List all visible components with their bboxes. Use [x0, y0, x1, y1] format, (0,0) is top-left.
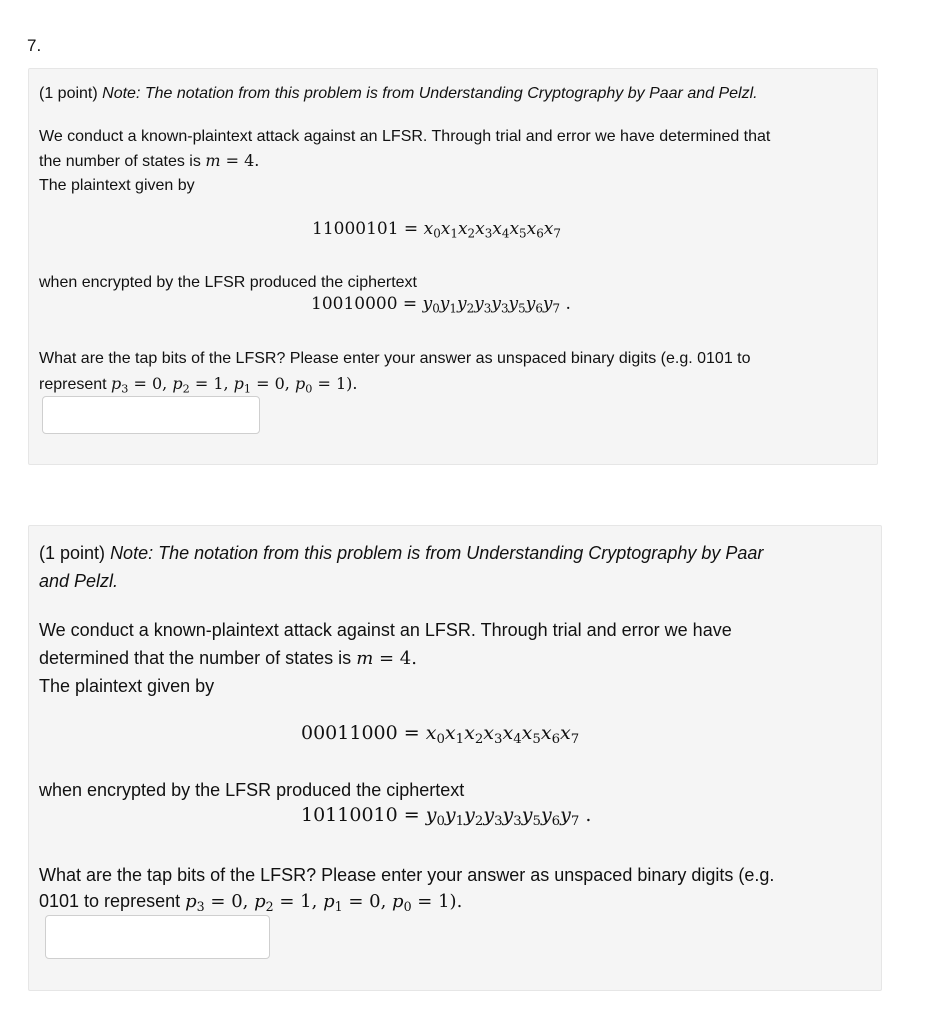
plaintext-bits: 11000101	[312, 219, 399, 239]
plaintext-bits: 00011000	[301, 722, 398, 744]
intro-cont-text: the number of states is	[39, 153, 201, 170]
ciphertext-bits: 10110010	[301, 804, 398, 826]
tap-example: $p_3 = 0$, $p_2 = 1$, $p_1 = 0$, $p_0 = 1$).	[185, 891, 463, 914]
note-text: Note: The notation from this problem is from Understanding Cryptography by Paar	[110, 543, 764, 563]
ciphertext-bits: 10010000	[311, 294, 398, 314]
intro-cont	[39, 645, 417, 672]
tap-example: $p_3 = 0$, $p_2 = 1$, $p_1 = 0$, $p_0 = 1$).	[111, 374, 358, 396]
points-label: (1 point)	[39, 543, 106, 563]
question-text: What are the tap bits of the LFSR? Please enter your answer as unspaced binary digits (e.g. 0101 to	[39, 350, 751, 367]
answer-input[interactable]	[42, 396, 260, 434]
period: .	[254, 151, 260, 170]
period: .	[411, 648, 417, 669]
points-label: (1 point)	[39, 85, 98, 102]
equals-sign: =	[373, 648, 400, 669]
cipher-lead: when encrypted by the LFSR produced the ciphertext	[39, 274, 417, 291]
m-variable: m	[356, 648, 374, 669]
note-line	[39, 82, 758, 105]
note-line	[39, 540, 763, 566]
m-value: 4	[399, 648, 412, 669]
question-cont-text: 0101 to represent	[39, 891, 181, 911]
plaintext-equation: $00011000 = x_0x_1x_2x_3x_4x_5x_6x_7$	[301, 722, 580, 747]
question-cont	[39, 888, 462, 915]
answer-input[interactable]	[45, 915, 270, 959]
question-number: 7.	[27, 36, 42, 55]
equals-sign: =	[220, 151, 245, 170]
question-cont	[39, 372, 357, 396]
ciphertext-equation: $10010000 = y_0y_1y_2y_3y_3y_5y_6y_7$ .	[311, 294, 571, 316]
plaintext-equation: $11000101 = x_0x_1x_2x_3x_4x_5x_6x_7$	[312, 219, 561, 241]
intro-cont	[39, 149, 259, 173]
plaintext-lead: The plaintext given by	[39, 177, 195, 194]
intro-cont-text: determined that the number of states is	[39, 648, 352, 668]
ciphertext-equation: $10110010 = y_0y_1y_2y_3y_3y_5y_6y_7$ .	[301, 804, 592, 829]
note-text: Note: The notation from this problem is from Understanding Cryptography by Paar and Pelzl.	[102, 85, 758, 102]
plaintext-lead: The plaintext given by	[39, 676, 215, 696]
m-variable: m	[205, 151, 221, 170]
question-cont-text: represent	[39, 376, 107, 393]
cipher-lead: when encrypted by the LFSR produced the ciphertext	[39, 780, 465, 800]
question-text: What are the tap bits of the LFSR? Please enter your answer as unspaced binary digits (e.g.	[39, 865, 775, 885]
problem-card-2	[28, 525, 882, 991]
note-cont: and Pelzl.	[39, 571, 119, 591]
intro-text: We conduct a known-plaintext attack against an LFSR. Through trial and error we have	[39, 620, 732, 640]
problem-card-1	[28, 68, 878, 465]
intro-text: We conduct a known-plaintext attack against an LFSR. Through trial and error we have determined that	[39, 128, 771, 145]
m-value: 4	[244, 151, 255, 170]
